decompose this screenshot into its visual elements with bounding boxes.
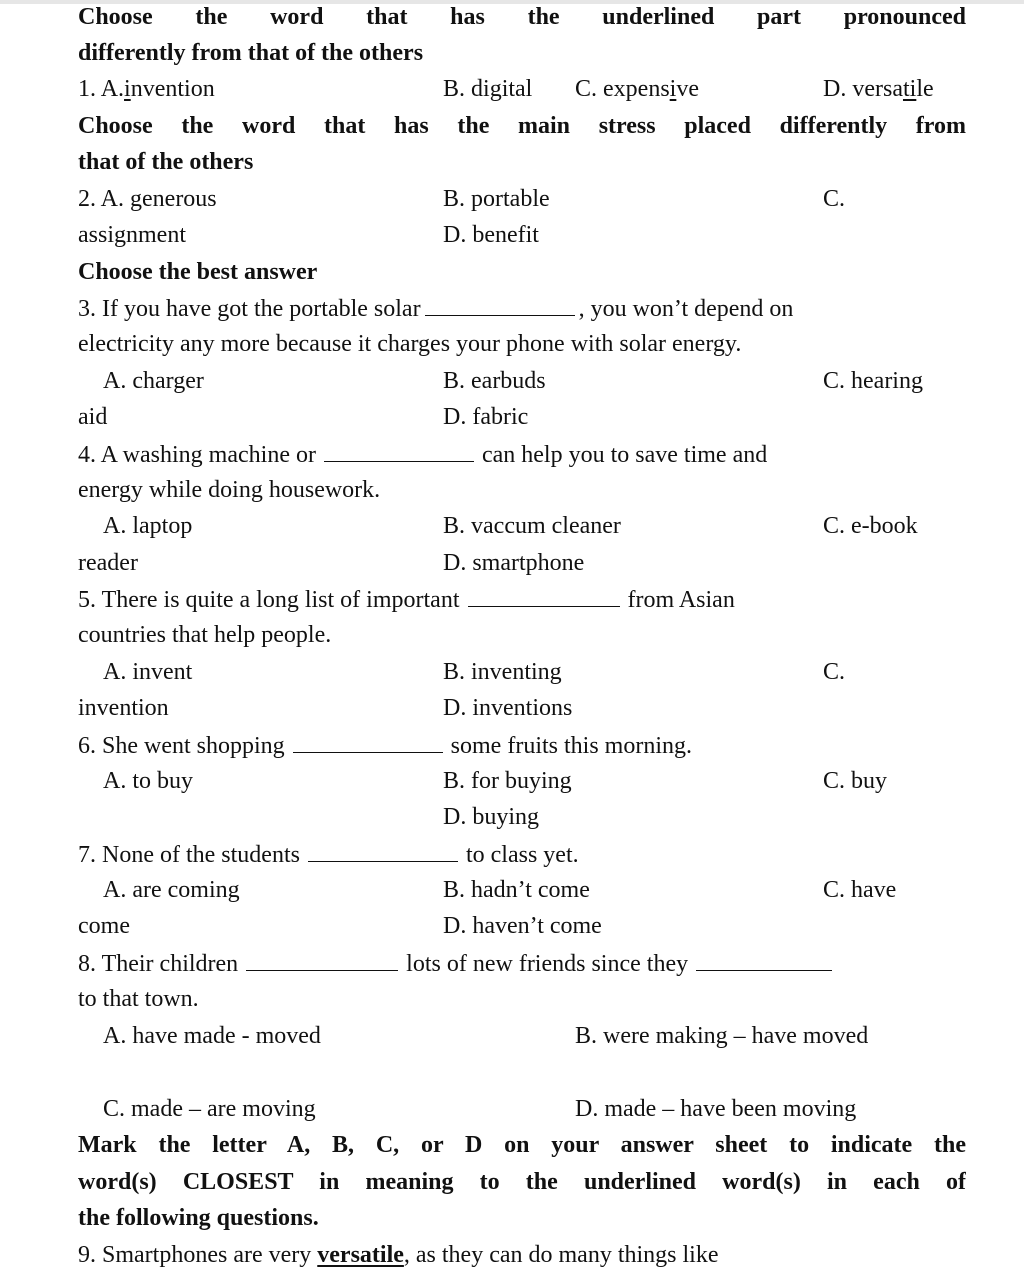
q6-option-d: D. buying: [443, 804, 539, 830]
q1-a-rest: nvention: [130, 76, 215, 102]
q8-option-c: C. made – are moving: [103, 1096, 316, 1122]
q4-option-c: C. e-book: [823, 513, 918, 539]
q7-stem-pre: 7. None of the students: [78, 842, 300, 868]
q9-underlined-word: versatile: [317, 1242, 404, 1268]
q2-option-c: C.: [823, 186, 846, 212]
q5-blank: [468, 584, 620, 607]
q7-blank: [308, 839, 458, 862]
q7-option-c: C. have: [823, 877, 897, 903]
q6-option-a: A. to buy: [103, 768, 193, 794]
q2-option-d: D. benefit: [443, 222, 539, 248]
q2-option-c-cont: assignment: [78, 222, 186, 248]
section-heading-pronunciation-cont: differently from that of the others: [78, 40, 424, 66]
q1-d-underlined: ti: [902, 76, 917, 102]
q1-d-rest: le: [916, 76, 934, 102]
q7-option-d: D. haven’t come: [443, 913, 602, 939]
q6-stem: [78, 730, 692, 761]
q5-option-a: A. invent: [103, 659, 193, 685]
q7-option-a: A. are coming: [103, 877, 240, 903]
section-heading-closest-meaning: Mark the letter A, B, C, or D on your answer sheet to indicate the: [78, 1132, 966, 1158]
q8-blank-1: [246, 948, 398, 971]
q3-stem-pre: 3. If you have got the portable solar: [78, 296, 421, 322]
q1-number: 1.: [78, 76, 96, 102]
q3-option-b: B. earbuds: [443, 368, 546, 394]
section-heading-stress-cont: that of the others: [78, 149, 254, 175]
q4-option-c-cont: reader: [78, 550, 138, 576]
q6-stem-post: some fruits this morning.: [450, 733, 692, 759]
q4-blank: [324, 439, 474, 462]
q3-blank: [425, 293, 575, 316]
q3-option-c: C. hearing: [823, 368, 923, 394]
q8-option-d: D. made – have been moving: [575, 1096, 857, 1122]
q4-option-d: D. smartphone: [443, 550, 585, 576]
q2-option-b: B. portable: [443, 186, 550, 212]
q9-stem: [78, 1240, 719, 1270]
q4-stem-pre: 4. A washing machine or: [78, 442, 316, 468]
q6-stem-pre: 6. She went shopping: [78, 733, 285, 759]
q1-option-d: [823, 74, 934, 104]
q1-option-b: [443, 74, 532, 104]
q1-b-underlined: g: [489, 76, 502, 102]
q1-b-rest: ital: [501, 76, 533, 102]
q3-stem-cont: electricity any more because it charges your phone with solar energy.: [78, 331, 742, 357]
q1-c-underlined: i: [669, 76, 677, 102]
q4-stem-cont: energy while doing housework.: [78, 477, 381, 503]
q8-stem-cont: to that town.: [78, 986, 199, 1012]
q3-stem-post: , you won’t depend on: [578, 296, 794, 322]
q8-blank-2: [696, 948, 832, 971]
section-heading-best-answer: Choose the best answer: [78, 259, 318, 285]
q8-stem: [78, 948, 832, 979]
q1-b-pre: di: [471, 76, 490, 102]
q5-option-d: D. inventions: [443, 695, 573, 721]
q6-option-b: B. for buying: [443, 768, 572, 794]
q5-stem-post: from Asian: [627, 587, 735, 613]
q5-option-b: B. inventing: [443, 659, 562, 685]
section-heading-closest-meaning-cont: word(s) CLOSEST in meaning to the underlined word(s) in each of: [78, 1169, 966, 1195]
q6-option-c: C. buy: [823, 768, 888, 794]
section-heading-pronunciation: Choose the word that has the underlined part pronounced: [78, 4, 966, 30]
q7-option-b: B. hadn’t come: [443, 877, 590, 903]
q7-stem: [78, 839, 579, 870]
q7-option-c-cont: come: [78, 913, 130, 939]
q6-blank: [293, 730, 443, 753]
section-heading-stress: Choose the word that has the main stress placed differently from: [78, 113, 966, 139]
q1-c-label: C.: [575, 76, 598, 102]
q1-a-label: A.: [100, 76, 125, 102]
q1-option-a: [78, 74, 215, 104]
q4-stem-post: can help you to save time and: [481, 442, 768, 468]
q7-stem-post: to class yet.: [465, 842, 579, 868]
q1-b-label: B.: [443, 76, 466, 102]
q8-option-b: B. were making – have moved: [575, 1023, 869, 1049]
q3-option-d: D. fabric: [443, 404, 529, 430]
q1-d-label: D.: [823, 76, 847, 102]
q8-stem-pre: 8. Their children: [78, 951, 239, 977]
section-heading-closest-meaning-end: the following questions.: [78, 1205, 319, 1231]
q3-option-c-cont: aid: [78, 404, 108, 430]
q1-d-pre: versa: [852, 76, 903, 102]
q4-stem: [78, 439, 767, 470]
q5-option-c: C.: [823, 659, 846, 685]
q4-option-a: A. laptop: [103, 513, 193, 539]
q2-option-a: 2. A. generous: [78, 186, 217, 212]
q1-c-pre: expens: [603, 76, 670, 102]
q9-stem-post: , as they can do many things like: [403, 1242, 719, 1268]
q1-c-rest: ve: [676, 76, 699, 102]
q4-option-b: B. vaccum cleaner: [443, 513, 621, 539]
q5-stem-pre: 5. There is quite a long list of important: [78, 587, 460, 613]
q8-option-a: A. have made - moved: [103, 1023, 321, 1049]
q1-a-underlined: i: [124, 76, 131, 102]
q9-stem-pre: 9. Smartphones are very: [78, 1242, 312, 1268]
q3-option-a: A. charger: [103, 368, 204, 394]
q1-option-c: [575, 74, 699, 104]
q5-stem: [78, 584, 735, 615]
q3-stem: [78, 293, 793, 324]
q5-stem-cont: countries that help people.: [78, 622, 332, 648]
q8-stem-mid: lots of new friends since they: [406, 951, 689, 977]
q5-option-c-cont: invention: [78, 695, 169, 721]
